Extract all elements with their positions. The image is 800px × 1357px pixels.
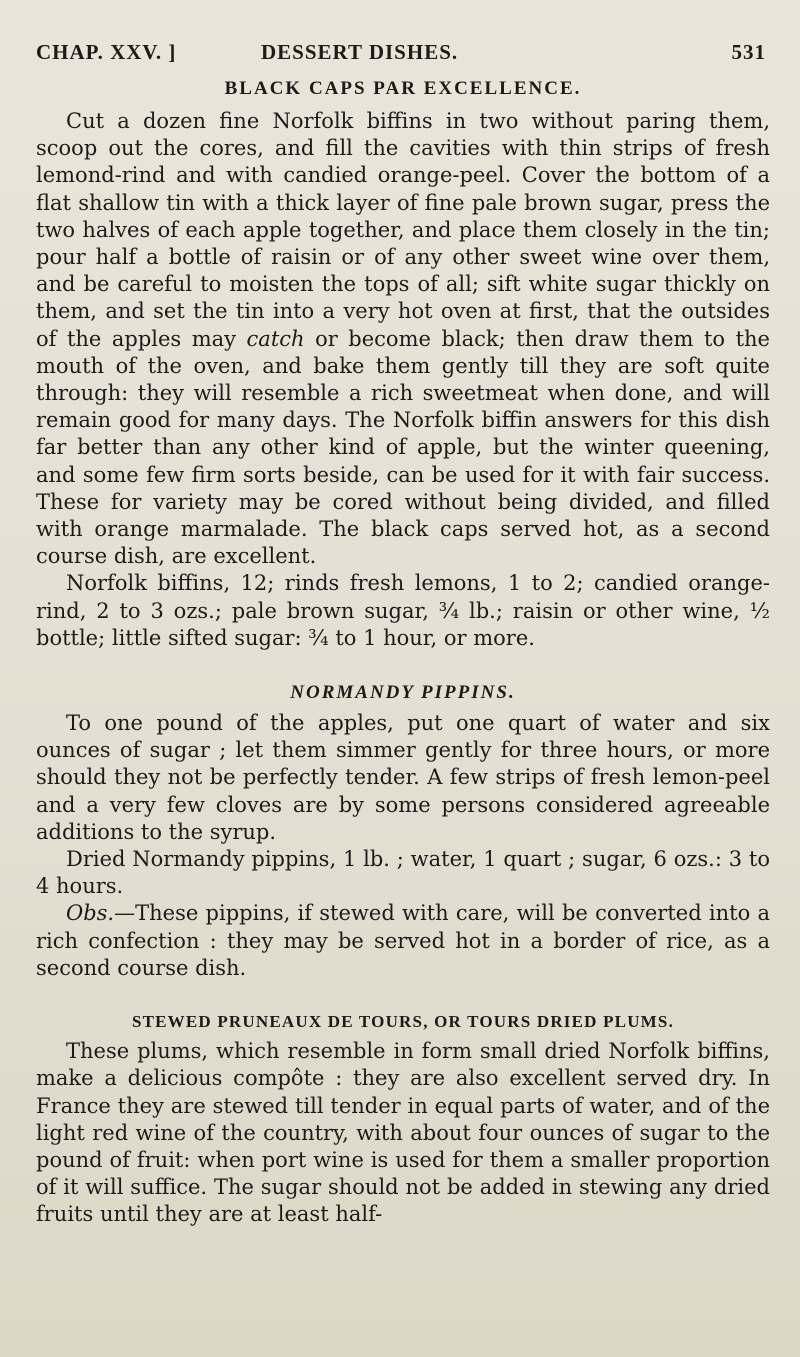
italic-word: catch	[246, 326, 305, 351]
recipe-body-black-caps	[36, 108, 770, 570]
page-number: 531	[731, 40, 766, 64]
body-text: Cut a dozen fine Norfolk biffins in two without paring them, scoop out the cores, and fill the cavities with thin strips of fresh lemond-rind and with candied orange-peel. Cover the bottom of a flat shallow tin with a thick layer of fine pale brown sugar, press the two halves of each apple together, and place them closely in the tin; pour half a bottle of raisin or of any other sweet wine over them, and be careful to moisten the tops of all; sift white sugar thickly on them, and set the tin into a very hot oven at first, that the outsides of the apples may	[36, 109, 770, 351]
running-head	[36, 40, 770, 76]
recipe-body-stewed-pruneaux: These plums, which resemble in form small dried Norfolk biffins, make a delicious compôte : they are also excellent served dry. In France they are stewed till tender in equal parts of water, and of the light red wine of the country, with about four ounces of sugar to the pound of fruit: when port wine is used for them a smaller proportion of it will suffice. The sugar should not be added in stewing any dried fruits until they are at least half-	[36, 1039, 770, 1227]
recipe-title-stewed-pruneaux: STEWED PRUNEAUX DE TOURS, OR TOURS DRIED PLUMS.	[131, 1012, 675, 1032]
obs-label: Obs.	[66, 901, 115, 926]
recipe-title-black-caps: BLACK CAPS PAR EXCELLENCE.	[224, 78, 582, 99]
recipe-ingredients-black-caps: Norfolk biffins, 12; rinds fresh lemons, 1 to 2; candied orange-rind, 2 to 3 ozs.; pale brown sugar, ¾ lb.; raisin or other wine, ½ bottle; little sifted sugar: ¾ to 1 hour, or more.	[36, 571, 770, 650]
running-title: DESSERT DISHES.	[261, 40, 459, 64]
obs-text: —These pippins, if stewed with care, will be converted into a rich confection : they may be served hot in a border of rice, as a second course dish.	[36, 901, 770, 980]
chapter-label: CHAP. XXV. ]	[36, 40, 177, 64]
recipe-ingredients-normandy-pippins: Dried Normandy pippins, 1 lb. ; water, 1 quart ; sugar, 6 ozs.: 3 to 4 hours.	[36, 847, 770, 899]
recipe-body-normandy-pippins: To one pound of the apples, put one quart of water and six ounces of sugar ; let them simmer gently for three hours, or more should they not be perfectly tender. A few strips of fresh lemon-peel and a very few cloves are by some persons considered agreeable additions to the syrup.	[36, 711, 770, 844]
recipe-title-normandy-pippins: NORMANDY PIPPINS.	[290, 682, 516, 704]
body-text: or become black; then draw them to the mouth of the oven, and bake them gently till they are soft quite through: they will resemble a rich sweetmeat when done, and will remain good for many days. The Norfolk biffin answers for this dish far better than any other kind of apple, but the winter queening, and some few firm sorts beside, can be used for it with fair success. These for variety may be cored without being divided, and filled with orange marmalade. The black caps served hot, as a second course dish, are excellent.	[36, 326, 770, 569]
recipe-obs-normandy-pippins	[36, 900, 770, 982]
